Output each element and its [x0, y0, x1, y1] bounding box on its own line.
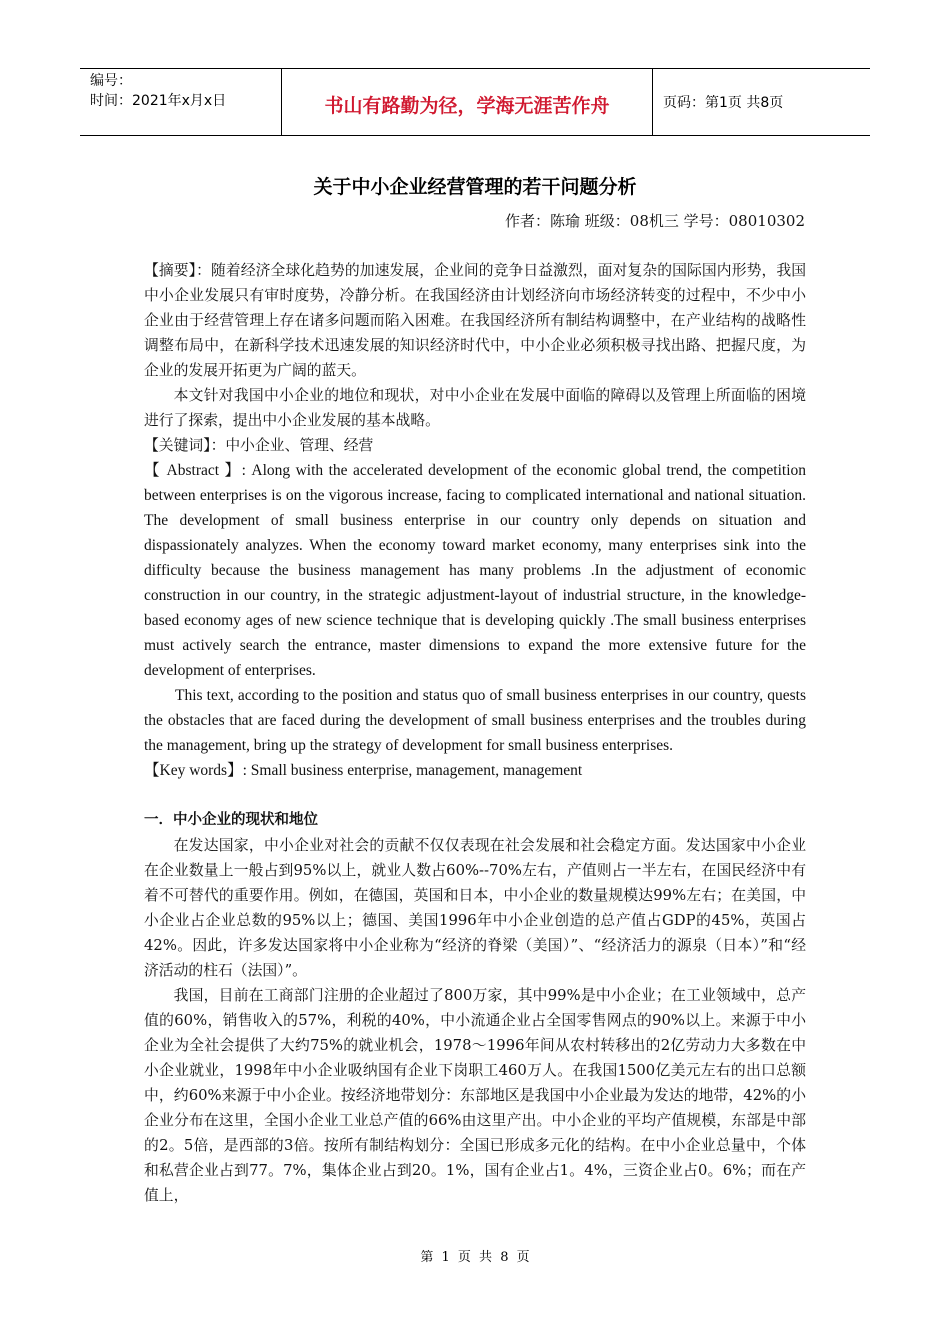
keywords-en: 【Key words】: Small business enterprise, management, management [144, 762, 583, 779]
section-paragraph-1: 在发达国家，中小企业对社会的贡献不仅仅表现在社会发展和社会稳定方面。发达国家中小企业在企业数量上一般占到95%以上，就业人数占60%--70%左右，产值则占一半左右，在国民经济中有着不可替代的重要作用。例如，在德国，英国和日本，中小企业的数量规模达99%左右；在美国，中小企业占企业总数的95%以上；德国、美国1996年中小企业创造的总产值占GDP的45%，英国占42%。因此，许多发达国家将中小企业称为“经济的脊梁（美国）”、“经济活力的源泉（日本）”和“经济活动的柱石（法国）”。 [144, 837, 806, 979]
header-page-info: 页码：第1页 共8页 [663, 95, 784, 111]
header-meta [80, 69, 282, 135]
keywords-cn: 【关键词】：中小企业、管理、经营 [144, 437, 374, 454]
abstract-cn-paragraph-2: 本文针对我国中小企业的地位和现状，对中小企业在发展中面临的障碍以及管理上所面临的困境进行了探索，提出中小企业发展的基本战略。 [144, 387, 806, 429]
section-heading: 一．中小企业的现状和地位 [144, 812, 318, 828]
section-paragraph-2: 我国，目前在工商部门注册的企业超过了800万家，其中99%是中小企业；在工业领域中，总产值的60%，销售收入的57%，利税的40%，中小流通企业占全国零售网点的90%以上。来源于中小企业为全社会提供了大约75%的就业机会，1978～1996年间从农村转移出的2亿劳动力大多数在中小企业就业，1998年中小企业吸纳国有企业下岗职工460万人。在我国1500亿美元左右的出口总额中，约60%来源于中小企业。按经济地带划分：东部地区是我国中小企业最为发达的地带，42%的小企业分布在这里，全国小企业工业总产值的66%由这里产出。中小企业的平均产值规模，东部是中部的2。5倍，是西部的3倍。按所有制结构划分：全国已形成多元化的结构。在中小企业总量中，个体和私营企业占到77。7%，集体企业占到20。1%，国有企业占1。4%，三资企业占0。6%；而在产值上， [144, 987, 806, 1204]
time-label: 时间：2021年x月x日 [90, 93, 227, 109]
document-body [144, 258, 806, 1208]
header-motto: 书山有路勤为径，学海无涯苦作舟 [282, 69, 653, 135]
document-header [80, 68, 870, 136]
author-line: 作者：陈瑜 班级：08机三 学号：08010302 [505, 212, 805, 230]
abstract-en-paragraph: 【 Abstract 】: Along with the accelerated development of the economic global trend, the competition between enterprises is on the vigorous increase, facing to complicated international and national situation. The development of small business enterprise in our country only depends on situation and dispassionately analyzes. When the economy toward market economy, many enterprises sink into the difficulty because the business management has many problems .In the adjustment of economic construction in our country, in the strategic adjustment-layout of industrial structure, in the knowledge-based economy ages of new science technique that is developing quickly .The small business enterprises must actively search the entrance, master dimensions to expand the more extensive future for the development of enterprises. [144, 462, 806, 679]
abstract-cn-paragraph: 【摘要】：随着经济全球化趋势的加速发展，企业间的竞争日益激烈，面对复杂的国际国内形势，我国中小企业发展只有审时度势，冷静分析。在我国经济由计划经济向市场经济转变的过程中，不少中小企业由于经营管理上存在诸多问题而陷入困难。在我国经济所有制结构调整中，在产业结构的战略性调整布局中，在新科学技术迅速发展的知识经济时代中，中小企业必须积极寻找出路、把握尺度，为企业的发展开拓更为广阔的蓝天。 [144, 262, 806, 379]
abstract-en-paragraph-2: This text, according to the position and status quo of small business enterprises in our country, quests the obstacles that are faced during the development of small business enterprises and the troubles during the management, bring up the strategy of development for small business enterprises. [144, 687, 806, 754]
document-title: 关于中小企业经营管理的若干问题分析 [313, 176, 637, 198]
page-footer: 第 1 页 共 8 页 [420, 1250, 530, 1265]
number-label: 编号： [90, 73, 132, 89]
